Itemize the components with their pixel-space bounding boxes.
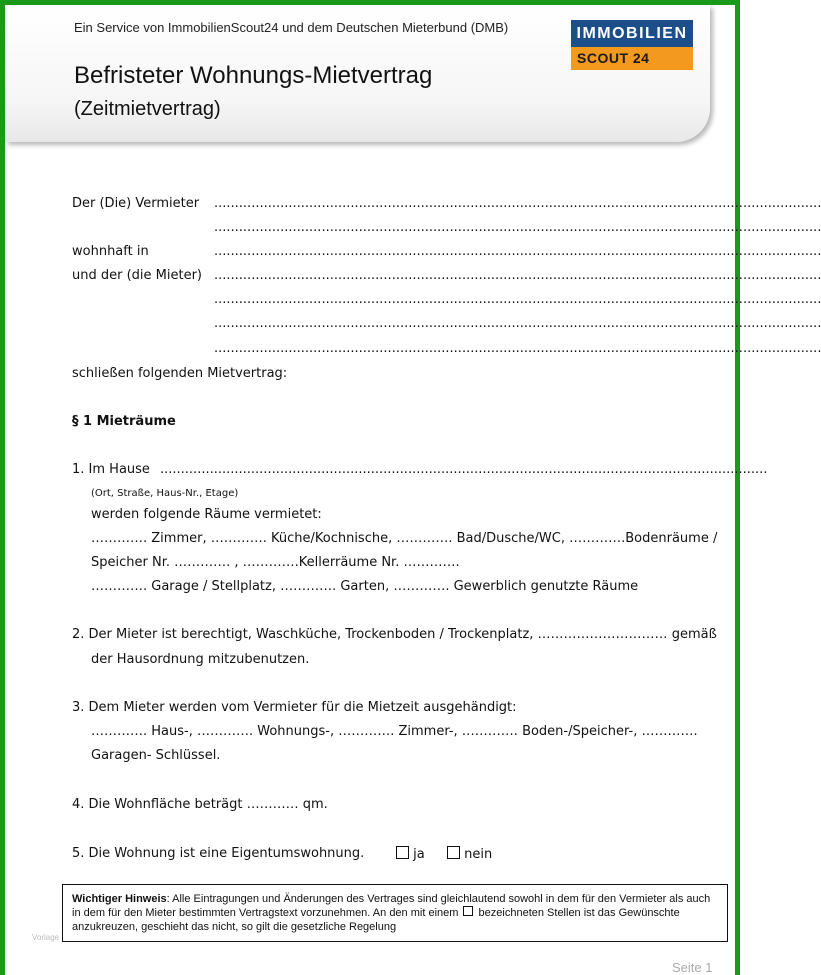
tenant-field-1[interactable]: ................................................................................................................................................... [214,268,821,283]
landlord-field-2[interactable]: ................................................................................................................................................... [214,220,821,235]
item1-garage-line[interactable]: …………. Garage / Stellplatz, …………. Garten, …………. Gewerblich genutzte Räume [91,579,639,594]
service-line: Ein Service von ImmobilienScout24 und dem Deutschen Mieterbund (DMB) [74,20,509,35]
document-subtitle: (Zeitmietvertrag) [74,98,221,120]
item2-line1[interactable]: 2. Der Mieter ist berechtigt, Waschküche, Trockenboden / Trockenplatz, ………………………… gemäß [72,627,717,642]
document-title: Befristeter Wohnungs-Mietvertrag [74,62,433,89]
item5-text: 5. Die Wohnung ist eine Eigentumswohnung. [72,846,365,861]
tenant-field-3[interactable]: ................................................................................................................................................... [214,316,821,331]
notice-label: Wichtiger Hinweis [72,893,167,905]
notice-text-a: : Alle Eintragungen und Änderungen des Vertrages sind gleichlautend sowohl in dem für den Vermieter als auch in dem für den Mieter bestimmten Vertragstext vorzunehmen. An den mit einem [72,893,711,919]
option-no[interactable] [447,846,492,862]
notice-checkbox-symbol [463,906,473,916]
immobilienscout-logo [571,20,693,70]
item4-living-area[interactable]: 4. Die Wohnfläche beträgt ………… qm. [72,797,328,812]
item1-rooms-line[interactable]: …………. Zimmer, …………. Küche/Kochnische, …………. Bad/Dusche/WC, ………….Bodenräume / [91,531,718,546]
page-number: Seite 1 [672,960,713,975]
item2-line2: der Hausordnung mitzubenutzen. [91,652,310,667]
conclude-text: schließen folgenden Mietvertrag: [72,366,288,381]
item1-line1: werden folgende Räume vermietet: [91,507,322,522]
item3-keys-line[interactable]: …………. Haus-, …………. Wohnungs-, …………. Zimmer-, …………. Boden-/Speicher-, …………. [91,724,698,739]
landlord-label: Der (Die) Vermieter [72,196,200,211]
tenant-field-2[interactable]: ................................................................................................................................................... [214,292,821,307]
landlord-field-1[interactable]: ................................................................................................................................................... [214,196,821,211]
house-address-field[interactable]: ................................................................................................................................................... [160,462,768,477]
logo-bottom: SCOUT 24 [571,47,693,70]
important-notice [62,884,728,942]
logo-top: IMMOBILIEN [571,20,693,47]
item3-line1: 3. Dem Mieter werden vom Vermieter für die Mietzeit ausgehändigt: [72,700,517,715]
option-no-label: nein [464,847,493,862]
resident-label: wohnhaft in [72,244,149,259]
notice-text-b: bezeichneten Stellen ist das Gewünschte anzukreuzen, geschieht das nicht, so gilt die gesetzliche Regelung [72,907,680,933]
checkbox-no[interactable] [447,846,460,859]
item1-intro: 1. Im Hause [72,462,150,477]
tenant-field-4[interactable]: ................................................................................................................................................... [214,341,821,356]
checkbox-yes[interactable] [396,846,409,859]
option-yes-label: ja [413,847,425,862]
option-yes[interactable] [396,846,425,862]
watermark: Vorlage [32,933,60,942]
item3-line3: Garagen- Schlüssel. [91,748,221,763]
resident-field[interactable]: ................................................................................................................................................... [214,244,821,259]
item1-storage-line[interactable]: Speicher Nr. …………. , ………….Kellerräume Nr. …………. [91,555,460,570]
section1-heading: § 1 Mieträume [72,414,176,429]
address-hint: (Ort, Straße, Haus-Nr., Etage) [91,488,239,499]
tenant-label: und der (die Mieter) [72,268,202,283]
